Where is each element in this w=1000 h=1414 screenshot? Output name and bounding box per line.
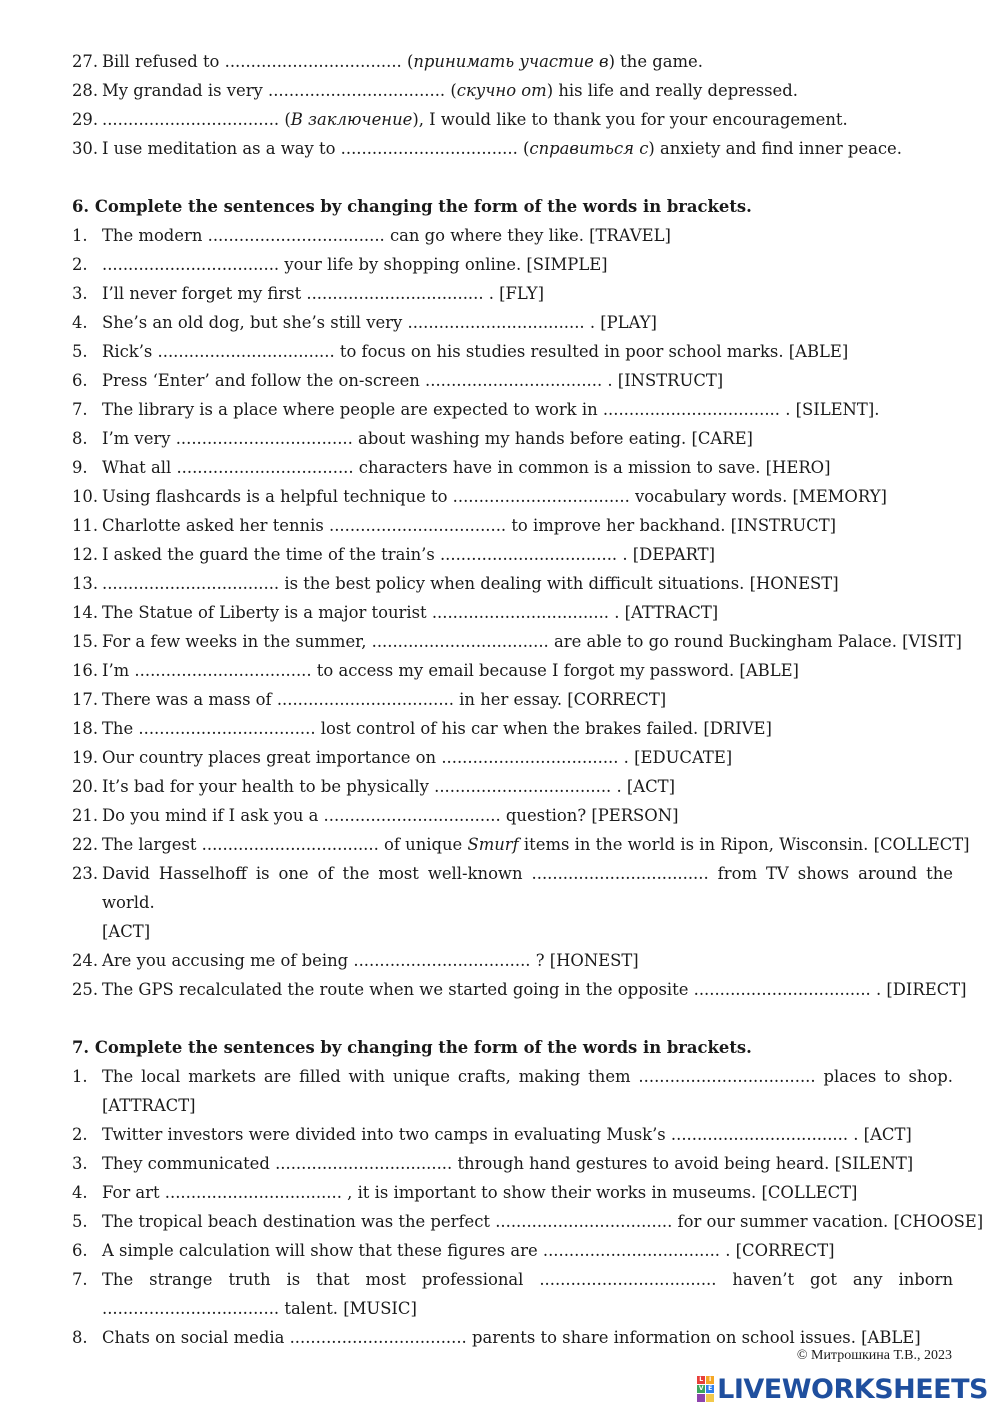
liveworksheets-logo[interactable]: [697, 1372, 988, 1406]
exercise-item: 1. The local markets are filled with unique crafts, making them .................................. places to shop.: [72, 1067, 953, 1086]
exercise-item-continuation: .................................. talent. [MUSIC]: [102, 1299, 417, 1318]
exercise-item-29: [72, 105, 953, 134]
exercise-item: 6. Press ‘Enter’ and follow the on-screen .................................. . [INSTRUCT]: [72, 371, 724, 390]
exercise-item: 7. The library is a place where people are expected to work in .................................. . [SILENT].: [72, 400, 880, 419]
item-number: 27.: [72, 52, 99, 71]
exercise-item-30: [72, 134, 953, 163]
exercise-item-28: [72, 76, 953, 105]
logo-text: LIVEWORKSHEETS: [717, 1373, 988, 1405]
exercise-item: 25. The GPS recalculated the route when we started going in the opposite .................................. . [DIRECT]: [72, 980, 967, 999]
exercise-item: 18. The .................................. lost control of his car when the brakes failed. [DRIVE]: [72, 719, 772, 738]
exercise-item-27: [72, 47, 953, 76]
item-number: 30.: [72, 139, 99, 158]
exercise-item: 9. What all .................................. characters have in common is a mission to save. [HERO]: [72, 458, 831, 477]
exercise-item: 23. David Hasselhoff is one of the most well-known .................................. from TV shows around the world.: [72, 864, 953, 912]
exercise-item: 1. The modern .................................. can go where they like. [TRAVEL]: [72, 226, 671, 245]
section-6-heading: 6. Complete the sentences by changing the form of the words in brackets.: [72, 197, 752, 216]
exercise-item: 3. They communicated .................................. through hand gestures to avoid being heard. [SILENT]: [72, 1154, 914, 1173]
item-text: Bill refused to .................................. (принимать участие в) the game.: [102, 52, 703, 71]
exercise-item: 5. Rick’s .................................. to focus on his studies resulted in poor school marks. [ABLE]: [72, 342, 849, 361]
item-text: .................................. (В заключение), I would like to thank you for your encouragement.: [102, 110, 848, 129]
exercise-item-continuation: [ATTRACT]: [102, 1096, 196, 1115]
exercise-item: 22. The largest .................................. of unique Smurf items in the world is in Ripon, Wisconsin. [COLLECT]: [72, 835, 970, 854]
section-7-heading: 7. Complete the sentences by changing the form of the words in brackets.: [72, 1038, 752, 1057]
exercise-item: 11. Charlotte asked her tennis .................................. to improve her backhand. [INSTRUCT]: [72, 516, 837, 535]
exercise-item: 16. I’m .................................. to access my email because I forgot my password. [ABLE]: [72, 661, 799, 680]
exercise-item: 8. Chats on social media .................................. parents to share information on school issues. [ABLE]: [72, 1328, 921, 1347]
exercise-item: 20. It’s bad for your health to be physically .................................. . [ACT]: [72, 777, 676, 796]
exercise-item: 15. For a few weeks in the summer, .................................. are able to go round Buckingham Palace. [VISIT]: [72, 632, 962, 651]
exercise-item: 19. Our country places great importance on .................................. . [EDUCATE]: [72, 748, 733, 767]
exercise-item: 10. Using flashcards is a helpful technique to .................................. vocabulary words. [MEMORY]: [72, 487, 887, 506]
exercise-item: 5. The tropical beach destination was the perfect .................................. for our summer vacation. [CHOOSE]: [72, 1212, 984, 1231]
exercise-item: 8. I’m very .................................. about washing my hands before eating. [CARE]: [72, 429, 753, 448]
exercise-item: 3. I’ll never forget my first .................................. . [FLY]: [72, 284, 544, 303]
exercise-item: 2. Twitter investors were divided into two camps in evaluating Musk’s .................................. . [ACT]: [72, 1125, 912, 1144]
exercise-item: 6. A simple calculation will show that these figures are .................................. . [CORRECT]: [72, 1241, 835, 1260]
exercise-item: 4. She’s an old dog, but she’s still very .................................. . [PLAY]: [72, 313, 657, 332]
exercise-item: 21. Do you mind if I ask you a .................................. question? [PERSON]: [72, 806, 679, 825]
exercise-item: 7. The strange truth is that most professional .................................. haven’t got any inborn: [72, 1270, 953, 1289]
item-number: 29.: [72, 110, 99, 129]
logo-mark-icon: L I V E: [697, 1376, 714, 1402]
exercise-item: 13. .................................. is the best policy when dealing with difficult situations. [HONEST]: [72, 574, 839, 593]
exercise-item: 17. There was a mass of .................................. in her essay. [CORRECT]: [72, 690, 667, 709]
worksheet-page: [72, 47, 984, 1352]
exercise-item: 14. The Statue of Liberty is a major tourist .................................. . [ATTRACT]: [72, 603, 719, 622]
exercise-item: 4. For art .................................. , it is important to show their works in museums. [COLLECT]: [72, 1183, 858, 1202]
copyright-notice: © Митрошкина Т.В., 2023: [796, 1348, 952, 1363]
exercise-item-continuation: [ACT]: [102, 922, 151, 941]
exercise-item: 12. I asked the guard the time of the train’s .................................. . [DEPART]: [72, 545, 715, 564]
item-number: 28.: [72, 81, 99, 100]
item-text: I use meditation as a way to .................................. (справиться с) anxiety and find inner peace.: [102, 139, 902, 158]
exercise-item: 24. Are you accusing me of being .................................. ? [HONEST]: [72, 951, 639, 970]
item-text: My grandad is very .................................. (скучно от) his life and really depressed.: [102, 81, 798, 100]
exercise-item: 2. .................................. your life by shopping online. [SIMPLE]: [72, 255, 608, 274]
